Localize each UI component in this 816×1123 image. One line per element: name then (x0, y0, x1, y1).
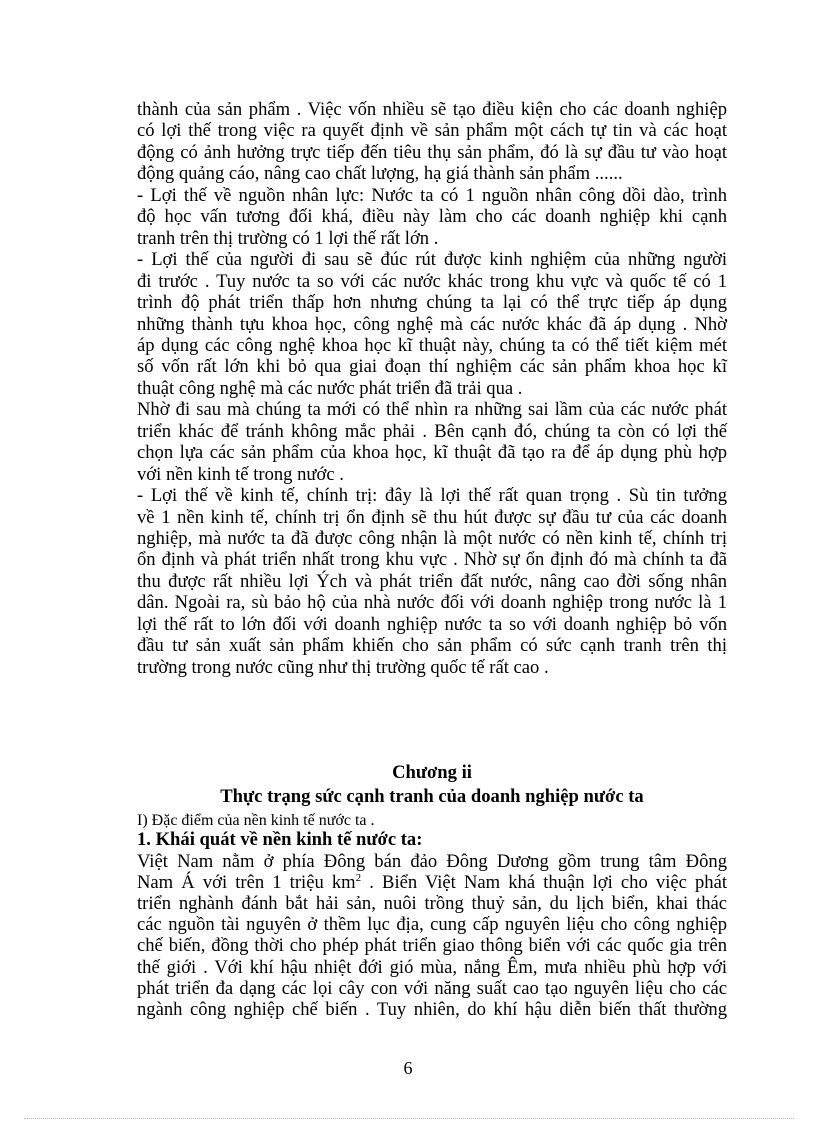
text-line: với nền kinh tế trong nước . (137, 463, 344, 485)
section-heading: I) Đặc điểm của nền kinh tế nước ta . (137, 812, 375, 829)
text-fragment: . Biển Việt Nam khá thuận lợi cho việc phát (361, 872, 728, 893)
text-line: ổn định và phát triển nhất trong khu vực . Nhờ sự ổn định đó mà chính ta đã (137, 549, 727, 571)
text-line: trường trong nước cũng như thị trường quốc tế rất cao . (137, 656, 549, 678)
text-line: các nguồn tài nguyên ở thềm lục địa, cung cấp nguyên liệu cho công nghiệp (137, 914, 727, 936)
text-line: những thành tựu khoa học, công nghệ mà các nước khác đã áp dụng . Nhờ (137, 313, 727, 335)
text-line: tranh trên thị trường có 1 lợi thế rất lớn . (137, 227, 439, 249)
text-line: thuật công nghệ mà các nước phát triển đã trải qua . (137, 377, 523, 399)
text-line: dân. Ngoài ra, sù bảo hộ của nhà nước đối với doanh nghiệp trong nước là 1 (137, 592, 727, 614)
text-line: động có ảnh hưởng trực tiếp đến tiêu thụ sản phẩm, đó là sự đầu tư vào hoạt (137, 141, 727, 163)
text-line: nghiệp, mà nước ta đã được công nhận là một nước có nền kinh tế, chính trị (137, 528, 727, 549)
page-bottom-divider (24, 1118, 794, 1119)
text-line: triển nghành đánh bắt hải sản, nuôi trồng thuỷ sản, du lịch biển, khai thác (137, 893, 727, 914)
text-line-with-superscript (137, 872, 727, 893)
text-line: động quảng cáo, nâng cao chất lượng, hạ giá thành sản phẩm ...... (137, 163, 623, 185)
text-line: số vốn rất lớn khi bỏ qua giai đoạn thí nghiệm các sản phẩm khoa học kĩ (137, 356, 727, 378)
text-line: Nhờ đi sau mà chúng ta mới có thể nhìn ra những sai lầm của các nước phát (137, 399, 727, 421)
text-line: chọn lựa các sản phẩm của khoa học, kĩ thuật đã tạo ra để áp dụng phù hợp (137, 442, 727, 464)
text-line: ngành công nghiệp chế biến . Tuy nhiên, do khí hậu diễn biến thất thường (137, 999, 727, 1020)
text-line: lợi thế rất to lớn đối với doanh nghiệp nước ta so với doanh nghiệp bỏ vốn (137, 613, 727, 635)
text-line: áp dụng các công nghệ khoa học kĩ thuật này, chúng ta có thể tiết kiệm mét (137, 334, 727, 356)
superscript: 2 (355, 871, 362, 884)
text-line: chế biến, đồng thời cho phép phát triển giao thông biển với các quốc gia trên (137, 935, 727, 957)
text-line: đi trước . Tuy nước ta so với các nước khác trong khu vực và quốc tế có 1 (137, 270, 727, 292)
text-line: - Lợi thế của người đi sau sẽ đúc rút được kinh nghiệm của những người (137, 249, 727, 271)
text-line: đầu tư sản xuất sản phẩm khiến cho sản phẩm có sức cạnh tranh trên thị (137, 635, 727, 657)
page-number: 6 (403, 1058, 413, 1078)
text-line: về 1 nền kinh tế, chính trị ổn định sẽ thu hút được sự đầu tư của các doanh (137, 506, 727, 528)
text-line: có lợi thế trong việc ra quyết định về sản phẩm một cách tự tin và các hoạt (137, 120, 727, 142)
text-line: triển khác để tránh không mắc phải . Bên cạnh đó, chúng ta còn có lợi thế (137, 420, 727, 442)
text-line: thế giới . Với khí hậu nhiệt đới gió mùa, nắng Êm, mưa nhiều phù hợp với (137, 956, 727, 978)
text-line: Việt Nam nằm ở phía Đông bán đảo Đông Dương gồm trung tâm Đông (137, 851, 727, 872)
text-line: độ học vấn tương đối khá, điều này làm cho các doanh nghiệp khi cạnh (137, 206, 727, 228)
text-line: - Lợi thế về kinh tế, chính trị: đây là lợi thế rất quan trọng . Sù tin tưởng (137, 485, 727, 507)
text-fragment: Nam Á với trên 1 triệu km (137, 872, 356, 893)
text-line: phát triển đa dạng các lọi cây con với năng suất cao tạo nguyên liệu cho các (137, 977, 727, 999)
text-line: trình độ phát triển thấp hơn nhưng chúng ta lại có thể trực tiếp áp dụng (137, 292, 727, 314)
chapter-subtitle: Thực trạng sức cạnh tranh của doanh nghiệp nước ta (220, 786, 644, 807)
chapter-title: Chương ii (392, 762, 472, 783)
text-line: thu được rất nhiều lợi Ých và phát triển đất nước, nâng cao đời sống nhân (137, 570, 727, 592)
text-line: thành của sản phẩm . Việc vốn nhiều sẽ tạo điều kiện cho các doanh nghiệp (137, 99, 727, 120)
subsection-heading: 1. Khái quát về nền kinh tế nước ta: (137, 829, 423, 850)
text-line: - Lợi thế về nguồn nhân lực: Nước ta có 1 nguồn nhân công dồi dào, trình (137, 184, 727, 206)
